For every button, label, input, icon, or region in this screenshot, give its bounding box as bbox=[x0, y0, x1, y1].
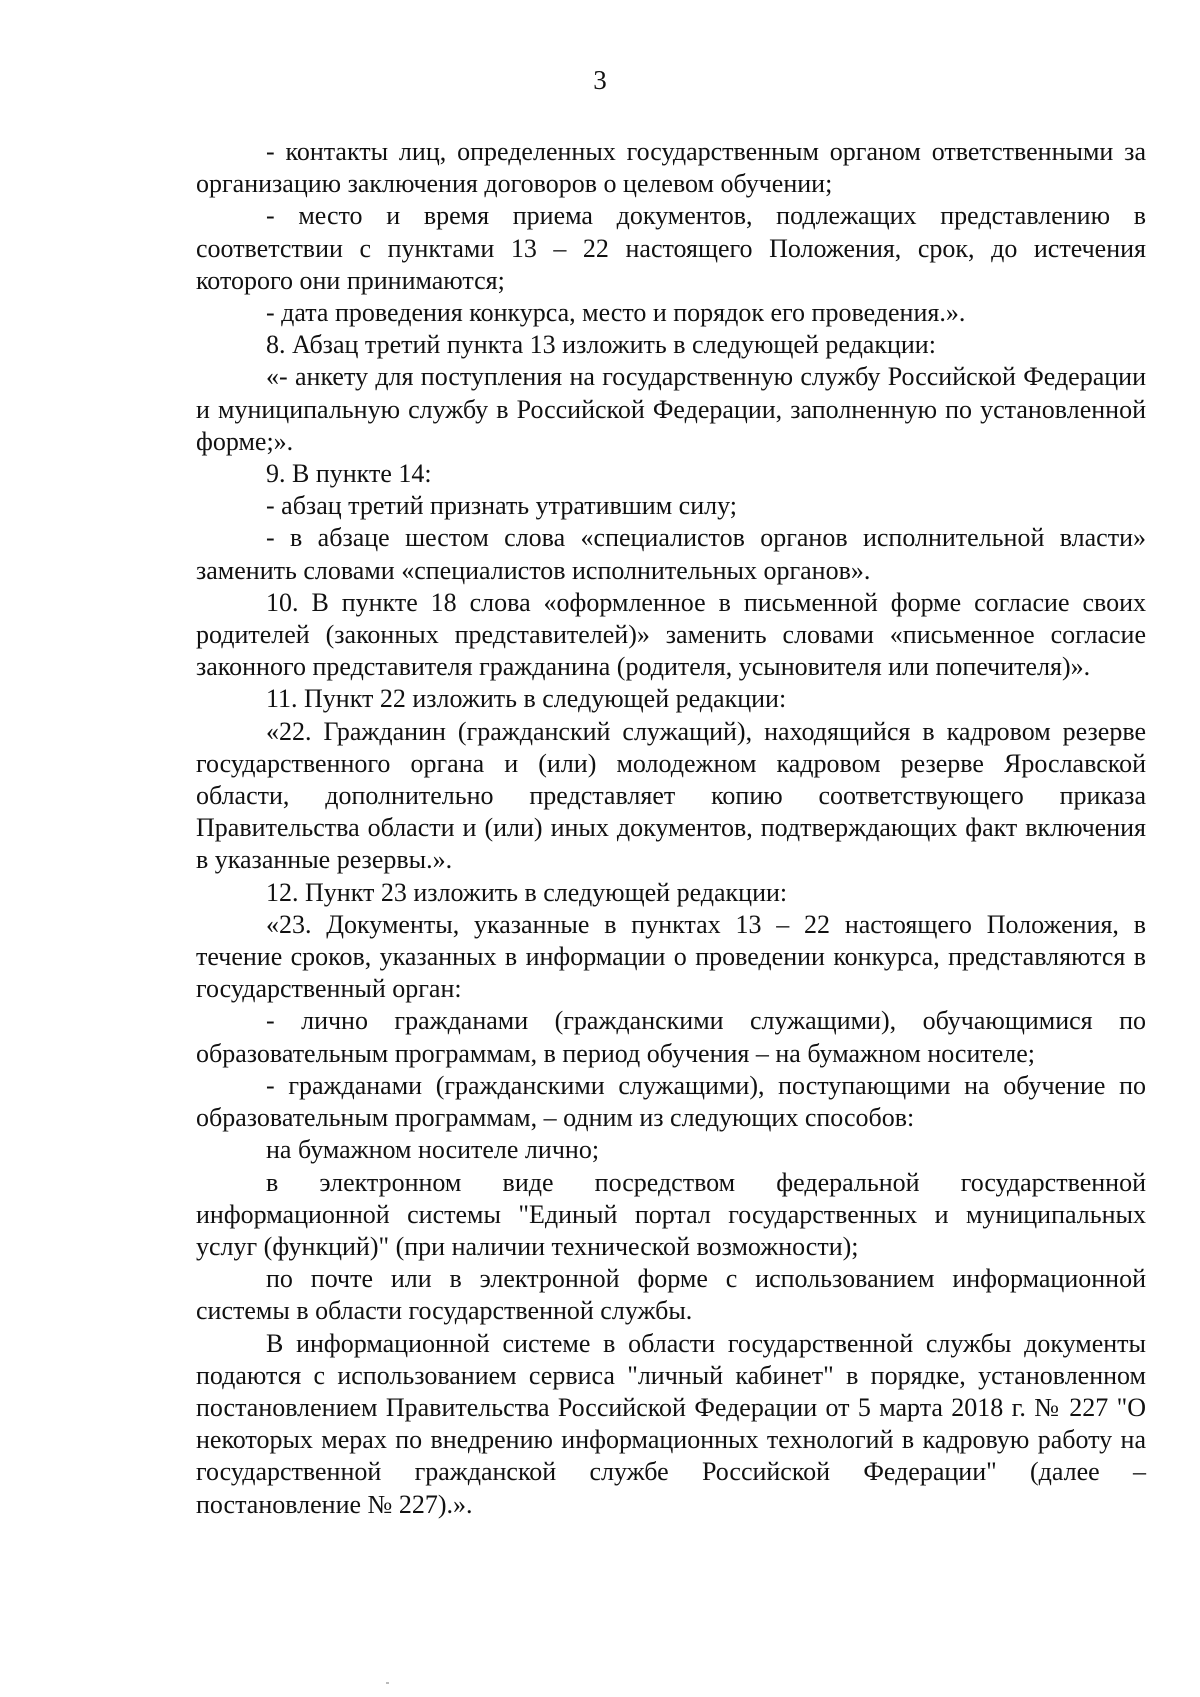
paragraph-item-9-a: - абзац третий признать утратившим силу; bbox=[266, 491, 737, 521]
paragraph-item-9: 9. В пункте 14: bbox=[266, 459, 432, 489]
paragraph-item-22-text: «22. Гражданин (гражданский служащий), находящийся в кадровом резерве государственного органа и (или) молодежном кадровом резерве Ярославской области, дополнительно представляет копию соответствующего приказа Правительства области и (или) иных документов, подтверждающих факт включения в указанные резервы.». bbox=[196, 716, 1146, 875]
paragraph-item-12: 12. Пункт 23 изложить в следующей редакции: bbox=[266, 877, 788, 907]
paragraph-applicants: - гражданами (гражданскими служащими), поступающими на обучение по образовательным программам, – одним из следующих способов: bbox=[196, 1070, 1146, 1133]
paragraph-item-8-text: «- анкету для поступления на государственную службу Российской Федерации и муниципальную службу в Российской Федерации, заполненную по установленной форме;». bbox=[196, 362, 1146, 456]
page-number: 3 bbox=[593, 65, 607, 95]
paragraph-item-23-text: «23. Документы, указанные в пунктах 13 – 22 настоящего Положения, в течение сроков, указанных в информации о проведении конкурса, представляются в государственный орган: bbox=[196, 909, 1146, 1004]
paragraph-item-8: 8. Абзац третий пункта 13 изложить в следующей редакции: bbox=[266, 330, 936, 360]
paragraph-mail: по почте или в электронной форме с использованием информационной системы в области государственной службы. bbox=[196, 1264, 1146, 1326]
paragraph-in-person: - лично гражданами (гражданскими служащими), обучающимися по образовательным программам, в период обучения – на бумажном носителе; bbox=[196, 1006, 1146, 1068]
paragraph-item-10: 10. В пункте 18 слова «оформленное в письменной форме согласие своих родителей (законных представителей)» заменить словами «письменное согласие законного представителя гражданина (родителя, усыновителя или попечителя)». bbox=[196, 587, 1146, 682]
paragraph-contest-date: - дата проведения конкурса, место и порядок его проведения.». bbox=[266, 298, 966, 328]
scan-speck bbox=[386, 1682, 389, 1684]
paragraph-paper: на бумажном носителе лично; bbox=[266, 1135, 600, 1165]
paragraph-electronic: в электронном виде посредством федеральной государственной информационной системы "Единый портал государственных и муниципальных услуг (функций)" (при наличии технической возможности); bbox=[196, 1167, 1146, 1261]
paragraph-document-reception: - место и время приема документов, подлежащих представлению в соответствии с пунктами 13 – 22 настоящего Положения, срок, до истечения которого они принимаются; bbox=[196, 201, 1146, 295]
paragraph-info-system: В информационной системе в области государственной службы документы подаются с использованием сервиса "личный кабинет" в порядке, установленном постановлением Правительства Российской Федерации от 5 марта 2018 г. № 227 "О некоторых мерах по внедрению информационных технологий в кадровую работу на государственной гражданской службе Российской Федерации" (далее – постановление № 227).». bbox=[196, 1328, 1146, 1519]
paragraph-contacts: - контакты лиц, определенных государственным органом ответственными за организацию заключения договоров о целевом обучении; bbox=[196, 137, 1146, 199]
paragraph-item-9-b: - в абзаце шестом слова «специалистов органов исполнительной власти» заменить словами «специалистов исполнительных органов». bbox=[196, 523, 1146, 585]
document-body bbox=[196, 136, 1146, 1521]
paragraph-item-11: 11. Пункт 22 изложить в следующей редакции: bbox=[266, 684, 787, 714]
